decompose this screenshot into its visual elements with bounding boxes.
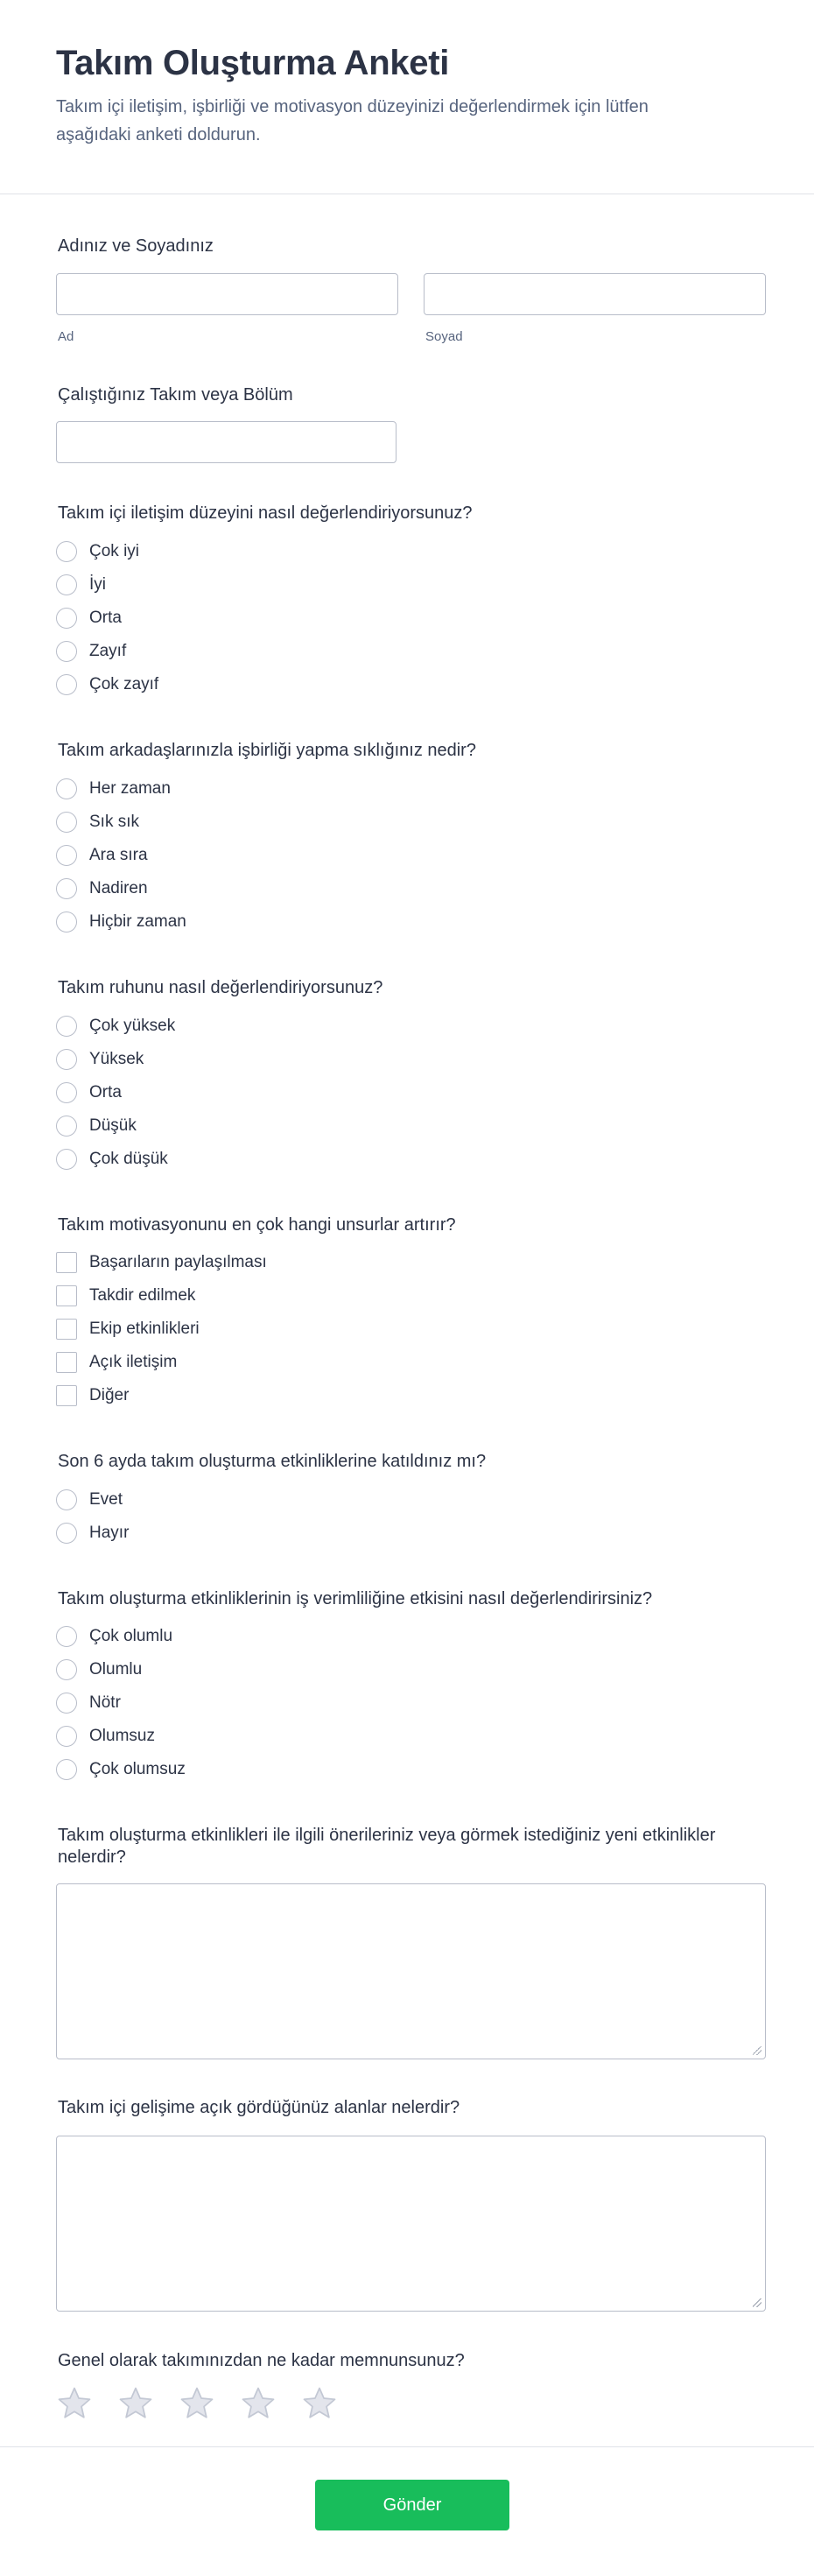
first-name-input[interactable] [56, 273, 398, 315]
option-label: Takdir edilmek [89, 1286, 196, 1305]
radio-button[interactable] [56, 1523, 77, 1544]
improvement-question-label: Takım içi gelişime açık gördüğünüz alanlar nelerdir? [58, 2098, 460, 2117]
option-label: Ekip etkinlikleri [89, 1320, 200, 1338]
checkbox[interactable] [56, 1252, 77, 1273]
submit-button[interactable]: Gönder [315, 2480, 509, 2530]
impact-option[interactable] [56, 1624, 581, 1649]
radio-button[interactable] [56, 608, 77, 629]
radio-button[interactable] [56, 911, 77, 933]
option-label: Çok olumsuz [89, 1760, 186, 1778]
communication-option[interactable] [56, 672, 581, 697]
communication-option[interactable] [56, 639, 581, 664]
collaboration-option[interactable] [56, 843, 581, 868]
checkbox[interactable] [56, 1385, 77, 1406]
suggestions-textarea[interactable] [56, 1883, 766, 2059]
option-label: Çok zayıf [89, 675, 159, 693]
option-label: Çok olumlu [89, 1627, 173, 1645]
radio-button[interactable] [56, 1082, 77, 1103]
checkbox[interactable] [56, 1319, 77, 1340]
radio-button[interactable] [56, 812, 77, 833]
impact-option[interactable] [56, 1658, 581, 1682]
option-label: Hiçbir zaman [89, 912, 186, 931]
form-description: Takım içi iletişim, işbirliği ve motivasyon düzeyinizi değerlendirmek için lütfen aşağıdaki anketi doldurun. [56, 97, 649, 144]
radio-button[interactable] [56, 1693, 77, 1714]
star-rating [56, 2385, 338, 2422]
option-label: Orta [89, 1083, 122, 1101]
radio-button[interactable] [56, 878, 77, 899]
last-name-sublabel: Soyad [425, 329, 463, 344]
option-label: Olumsuz [89, 1727, 155, 1745]
option-label: Çok düşük [89, 1150, 168, 1168]
option-label: Düşük [89, 1116, 137, 1135]
impact-question-label: Takım oluşturma etkinliklerinin iş verimliliğine etkisini nasıl değerlendirirsiniz? [58, 1589, 653, 1608]
option-label: Nadiren [89, 879, 148, 897]
option-label: Diğer [89, 1386, 130, 1404]
communication-option[interactable] [56, 539, 581, 564]
participation-question-label: Son 6 ayda takım oluşturma etkinliklerine katıldınız mı? [58, 1452, 487, 1471]
communication-option[interactable] [56, 573, 581, 597]
improvement-textarea[interactable] [56, 2136, 766, 2312]
collaboration-option[interactable] [56, 777, 581, 801]
resize-handle-icon[interactable] [753, 2046, 761, 2055]
option-label: Olumlu [89, 1660, 143, 1679]
option-label: Evet [89, 1490, 123, 1509]
radio-button[interactable] [56, 1016, 77, 1037]
motivation-option[interactable] [56, 1317, 581, 1341]
spirit-option[interactable] [56, 1114, 581, 1138]
option-label: Çok iyi [89, 542, 140, 560]
first-name-sublabel: Ad [58, 329, 74, 344]
option-label: Nötr [89, 1693, 121, 1712]
motivation-option[interactable] [56, 1350, 581, 1375]
radio-button[interactable] [56, 845, 77, 866]
suggestions-question-label-line1: Takım oluşturma etkinlikleri ile ilgili önerileriniz veya görmek istediğiniz yeni etkinlikler [58, 1826, 716, 1845]
option-label: Ara sıra [89, 846, 148, 864]
form-title: Takım Oluşturma Anketi [56, 44, 450, 82]
star-icon[interactable] [179, 2385, 215, 2422]
star-icon[interactable] [117, 2385, 154, 2422]
spirit-option[interactable] [56, 1147, 581, 1172]
radio-button[interactable] [56, 1726, 77, 1747]
radio-button[interactable] [56, 1116, 77, 1137]
motivation-option[interactable] [56, 1284, 581, 1308]
team-field-label: Çalıştığınız Takım veya Bölüm [58, 385, 293, 405]
last-name-input[interactable] [424, 273, 766, 315]
star-icon[interactable] [56, 2385, 93, 2422]
option-label: Her zaman [89, 779, 171, 798]
option-label: Başarıların paylaşılması [89, 1253, 267, 1271]
motivation-option[interactable] [56, 1383, 581, 1408]
participation-option[interactable] [56, 1488, 581, 1512]
satisfaction-question-label: Genel olarak takımınızdan ne kadar memnunsunuz? [58, 2351, 465, 2370]
collaboration-option[interactable] [56, 810, 581, 834]
option-label: Orta [89, 609, 122, 627]
suggestions-question-label-line2: nelerdir? [58, 1848, 126, 1867]
radio-button[interactable] [56, 1626, 77, 1647]
resize-handle-icon[interactable] [753, 2298, 761, 2307]
radio-button[interactable] [56, 674, 77, 695]
team-input[interactable] [56, 421, 396, 463]
collaboration-option[interactable] [56, 876, 581, 901]
form-header [0, 0, 814, 194]
option-label: Zayıf [89, 642, 127, 660]
option-label: Hayır [89, 1524, 130, 1542]
radio-button[interactable] [56, 1489, 77, 1510]
option-label: Yüksek [89, 1050, 144, 1068]
option-label: Sık sık [89, 813, 140, 831]
spirit-question-label: Takım ruhunu nasıl değerlendiriyorsunuz? [58, 978, 383, 997]
spirit-option[interactable] [56, 1047, 581, 1072]
name-field-label: Adınız ve Soyadınız [58, 236, 214, 256]
radio-button[interactable] [56, 1759, 77, 1780]
impact-option[interactable] [56, 1691, 581, 1715]
star-icon[interactable] [301, 2385, 338, 2422]
option-label: İyi [89, 575, 106, 594]
participation-option[interactable] [56, 1521, 581, 1545]
motivation-question-label: Takım motivasyonunu en çok hangi unsurlar artırır? [58, 1215, 456, 1235]
radio-button[interactable] [56, 778, 77, 799]
checkbox[interactable] [56, 1285, 77, 1306]
impact-option[interactable] [56, 1757, 581, 1782]
spirit-option[interactable] [56, 1080, 581, 1105]
radio-button[interactable] [56, 1149, 77, 1170]
impact-option[interactable] [56, 1724, 581, 1749]
option-label: Açık iletişim [89, 1353, 178, 1371]
communication-option[interactable] [56, 606, 581, 630]
option-label: Çok yüksek [89, 1017, 176, 1035]
radio-button[interactable] [56, 1659, 77, 1680]
checkbox[interactable] [56, 1352, 77, 1373]
radio-button[interactable] [56, 641, 77, 662]
radio-button[interactable] [56, 541, 77, 562]
communication-question-label: Takım içi iletişim düzeyini nasıl değerlendiriyorsunuz? [58, 503, 473, 523]
motivation-option[interactable] [56, 1250, 581, 1275]
radio-button[interactable] [56, 574, 77, 595]
star-icon[interactable] [240, 2385, 277, 2422]
collaboration-question-label: Takım arkadaşlarınızla işbirliği yapma sıklığınız nedir? [58, 741, 476, 760]
radio-button[interactable] [56, 1049, 77, 1070]
collaboration-option[interactable] [56, 910, 581, 934]
spirit-option[interactable] [56, 1014, 581, 1038]
